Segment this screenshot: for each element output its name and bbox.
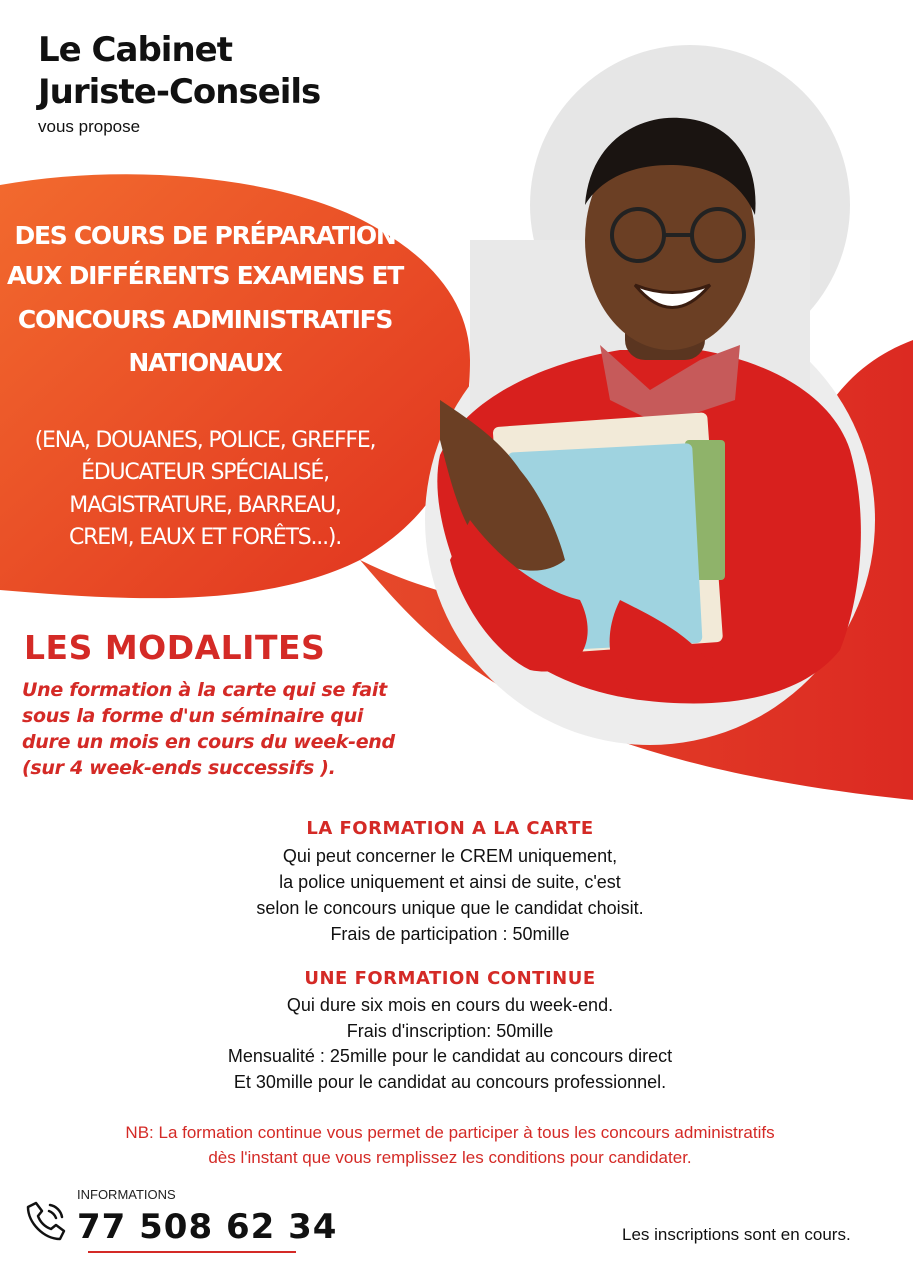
brand-name-line1: Le Cabinet [38, 30, 232, 70]
phone-number[interactable]: 77 508 62 34 [77, 1207, 338, 1247]
formation-carte-line: la police uniquement et ainsi de suite, c'est [279, 872, 621, 892]
formation-carte-title: LA FORMATION A LA CARTE [306, 818, 594, 839]
brand-name-line2: Juriste-Conseils [38, 72, 321, 112]
phone-underline [88, 1251, 296, 1253]
formation-carte-line: Frais de participation : 50mille [330, 924, 570, 944]
phone-icon [22, 1197, 70, 1245]
modalites-title: LES MODALITES [24, 628, 326, 667]
exams-line: MAGISTRATURE, BARREAU, [69, 493, 341, 518]
nb-line: NB: La formation continue vous permet de participer à tous les concours administratifs [125, 1123, 775, 1142]
formation-continue-line: Mensualité : 25mille pour le candidat au concours direct [227, 1046, 673, 1066]
brand-subtitle: vous propose [38, 117, 141, 136]
exams-line: CREM, EAUX ET FORÊTS...). [68, 525, 342, 550]
headline-line: DES COURS DE PRÉPARATION [14, 221, 396, 250]
exams-line: ÉDUCATEUR SPÉCIALISÉ, [81, 460, 329, 485]
registration-note: Les inscriptions sont en cours. [622, 1225, 851, 1244]
exams-line: (ENA, DOUANES, POLICE, GREFFE, [34, 428, 376, 453]
headline-line: NATIONAUX [128, 348, 282, 377]
headline-line: AUX DIFFÉRENTS EXAMENS ET [6, 261, 404, 290]
formation-carte-line: Qui peut concerner le CREM uniquement, [282, 846, 618, 866]
headline-line: CONCOURS ADMINISTRATIFS [17, 305, 393, 334]
formation-continue-line: Frais d'inscription: 50mille [346, 1021, 554, 1041]
informations-label: INFORMATIONS [77, 1187, 176, 1202]
modalites-line: dure un mois en cours du week-end [22, 731, 395, 753]
nb-line: dès l'instant que vous remplissez les conditions pour candidater. [208, 1148, 692, 1167]
modalites-line: (sur 4 week-ends successifs ). [22, 757, 336, 779]
formation-continue-line: Et 30mille pour le candidat au concours professionnel. [233, 1072, 667, 1092]
formation-continue-title: UNE FORMATION CONTINUE [304, 968, 596, 989]
formation-carte-line: selon le concours unique que le candidat choisit. [256, 898, 644, 918]
modalites-line: sous la forme d'un séminaire qui [22, 705, 364, 727]
formation-continue-line: Qui dure six mois en cours du week-end. [286, 995, 614, 1015]
modalites-line: Une formation à la carte qui se fait [22, 679, 387, 701]
